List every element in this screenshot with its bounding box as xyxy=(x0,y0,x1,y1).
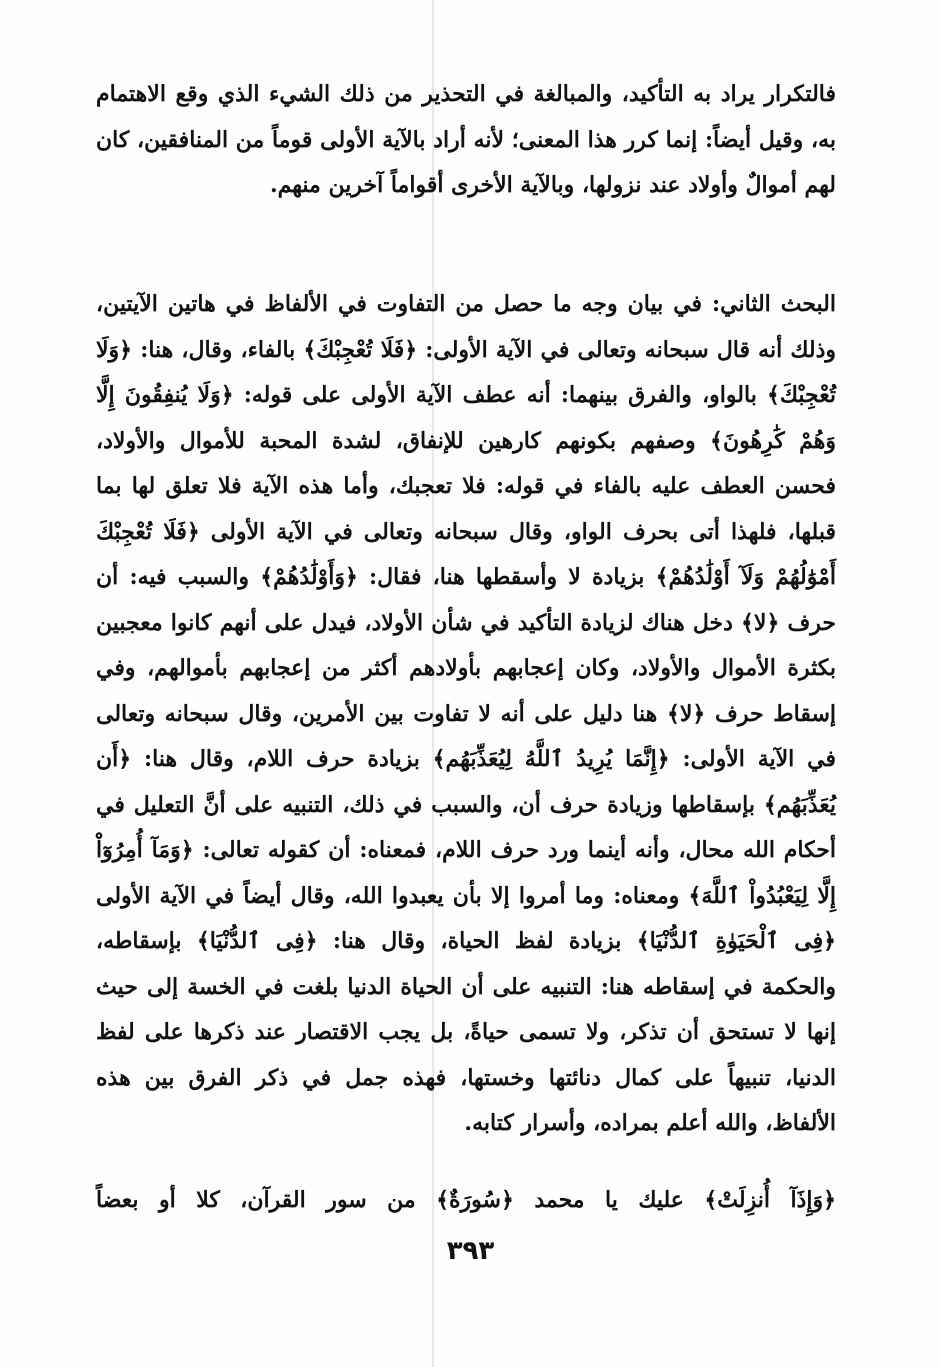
paragraph-1: فالتكرار يراد به التأكيد، والمبالغة في التحذير من ذلك الشيء الذي وقع الاهتمام به، وقيل أيضاً: إنما كرر هذا المعنى؛ لأنه أراد بالآية الأولى قوماً من المنافقين، كان لهم أموالٌ وأولاد عند نزولها، وبالآية الأخرى أقواماً آخرين منهم. xyxy=(96,81,836,198)
page-number: ٣٩٣ xyxy=(446,1236,495,1266)
paragraph-3: ﴿وَإِذَآ أُنزِلَتْ﴾ عليك يا محمد ﴿سُورَةٌ﴾ من سور القرآن، كلا أو بعضاً xyxy=(96,1187,836,1213)
paragraph-2-body: في بيان وجه ما حصل من التفاوت في الألفاظ في هاتين الآيتين، وذلك أنه قال سبحانه وتعالى في الآية الأولى: ﴿فَلَا تُعْجِبْكَ﴾ بالفاء، وقال، هنا: ﴿وَلَا تُعْجِبْكَ﴾ بالواو، والفرق بينهما: أنه عطف الآية الأولى على قوله: ﴿وَلَا يُنفِقُونَ إِلَّا وَهُمْ كَٰرِهُونَ﴾ وصفهم بكونهم كارهين للإنفاق، لشدة المحبة للأموال والأولاد، فحسن العطف عليه بالفاء في قوله: فلا تعجبك، وأما هذه الآية فلا تعلق لها بما قبلها، فلهذا أتى بحرف الواو، وقال سبحانه وتعالى في الآية الأولى ﴿فَلَا تُعْجِبْكَ أَمْوَٰلُهُمْ وَلَآ أَوْلَٰدُهُمْ﴾ بزيادة لا وأسقطها هنا، فقال: ﴿وَأَوْلَٰدُهُمْ﴾ والسبب فيه: أن حرف ﴿لا﴾ دخل هناك لزيادة التأكيد في شأن الأولاد، فيدل على أنهم كانوا معجبين بكثرة الأموال والأولاد، وكان إعجابهم بأولادهم أكثر من إعجابهم بأموالهم، وفي إسقاط حرف ﴿لا﴾ هنا دليل على أنه لا تفاوت بين الأمرين، وقال سبحانه وتعالى في الآية الأولى: ﴿إِنَّمَا يُرِيدُ ٱللَّهُ لِيُعَذِّبَهُم﴾ بزيادة حرف اللام، وقال هنا: ﴿أَن يُعَذِّبَهُم﴾ بإسقاطها وزيادة حرف أن، والسبب في ذلك، التنبيه على أنَّ التعليل في أحكام الله محال، وأنه أينما ورد حرف اللام، فمعناه: أن كقوله تعالى: ﴿وَمَآ أُمِرُوٓاْ إِلَّا لِيَعْبُدُواْ ٱللَّهَ﴾ ومعناه: وما أمروا إلا بأن يعبدوا الله، وقال أيضاً في الآية الأولى ﴿فِى ٱلْحَيَوٰةِ ٱلدُّنْيَا﴾ بزيادة لفظ الحياة، وقال هنا: ﴿فِى ٱلدُّنْيَا﴾ بإسقاطه، والحكمة في إسقاطه هنا: التنبيه على أن الحياة الدنيا بلغت في الخسة إلى حيث إنها لا تستحق أن تذكر، ولا تسمى حياةً، بل يجب الاقتصار عند ذكرها على لفظ الدنيا، تنبيهاً على كمال دنائتها وخستها، فهذه جمل في ذكر الفرق بين هذه الألفاظ، والله أعلم بمراده، وأسرار كتابه. xyxy=(96,291,836,1136)
section-heading: البحث الثاني: xyxy=(712,291,836,317)
paragraph-2 xyxy=(96,282,836,1147)
